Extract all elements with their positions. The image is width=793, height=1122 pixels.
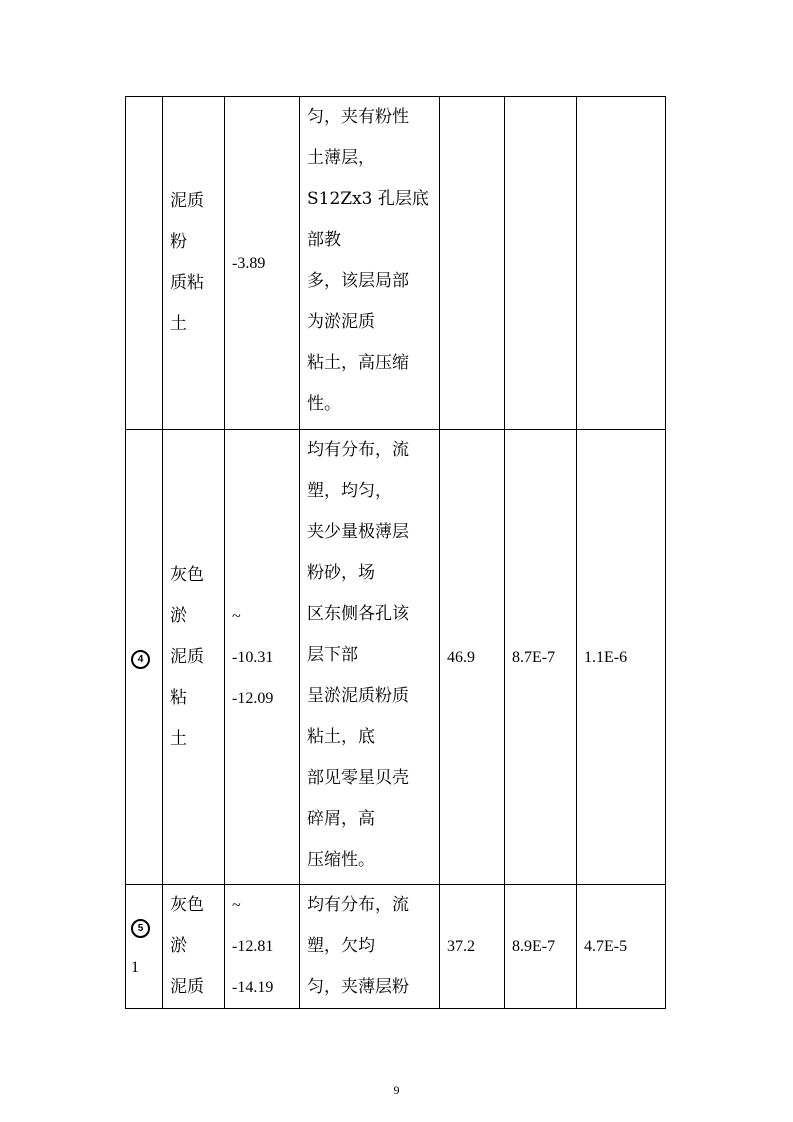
page-number: 9 [393,1083,400,1097]
soil-name-line: 泥质 [170,977,204,997]
description-line: 土薄层， [307,148,375,168]
description-line: 层下部 [307,645,358,665]
description-cell [300,430,440,885]
soil-name-line: 粘 [170,687,187,708]
description-line: S12Zx3 孔层底 [307,189,429,209]
soil-name-cell [163,97,225,430]
soil-name-line: 泥质 [170,646,204,667]
description-line: 匀，夹薄层粉 [307,977,409,997]
soil-name-line: 土 [170,314,187,334]
soil-name-cell [163,885,225,1009]
value-cell: 8.7E-7 [505,430,577,885]
value-cell: 8.9E-7 [505,885,577,1009]
soil-name-line: 质粘 [170,273,204,293]
value-cell: 46.9 [440,430,505,885]
soil-layer-table [125,96,666,1009]
description-line: 塑，欠均 [307,936,375,956]
layer-sub-number: 1 [131,958,139,976]
soil-name-line: 土 [170,728,187,749]
description-line: 均有分布，流 [307,895,409,915]
description-line: 部教 [307,230,341,250]
description-line: 粘土，高压缩 [307,353,409,373]
description-line: 匀，夹有粉性 [307,107,409,127]
depth-cell [225,430,300,885]
value-cell [505,97,577,430]
soil-name-line: 淤 [170,936,187,956]
layer-number-cell [126,885,163,1009]
depth-line: -12.81 [232,938,274,955]
circled-layer-number: 5 [131,919,150,938]
depth-line: -14.19 [232,979,274,996]
description-line: 为淤泥质 [307,312,375,332]
circled-layer-number: 4 [131,650,150,669]
soil-name-line: 灰色 [170,895,204,915]
table-row [126,430,666,885]
value-cell [440,97,505,430]
description-cell [300,885,440,1009]
soil-name-line: 淤 [170,605,187,626]
depth-cell [225,885,300,1009]
description-line: 多，该层局部 [307,271,409,291]
soil-name-line: 粉 [170,232,187,252]
layer-number-cell [126,97,163,430]
value-cell: 4.7E-5 [577,885,666,1009]
description-line: 部见零星贝壳 [307,768,409,788]
description-line: 夹少量极薄层 [307,522,409,542]
value-cell: 1.1E-6 [577,430,666,885]
soil-name-cell [163,430,225,885]
depth-line: ~ [232,897,241,914]
description-line: 粘土，底 [307,727,375,747]
description-line: 区东侧各孔该 [307,604,409,624]
table-row [126,885,666,1009]
soil-name-line: 泥质 [170,191,204,211]
depth-line: -3.89 [232,254,266,272]
description-line: 塑，均匀， [307,481,392,501]
description-line: 碎屑，高 [307,809,375,829]
depth-line: -10.31 [232,648,274,666]
description-line: 呈淤泥质粉质 [307,686,409,706]
layer-number-cell [126,430,163,885]
description-line: 压缩性。 [307,850,375,870]
depth-line: -12.09 [232,689,274,707]
description-line: 粉砂，场 [307,563,375,583]
description-line: 均有分布，流 [307,440,409,460]
soil-name-line: 灰色 [170,564,204,585]
value-cell: 37.2 [440,885,505,1009]
value-cell [577,97,666,430]
depth-line: ~ [232,607,241,625]
description-cell [300,97,440,430]
depth-cell [225,97,300,430]
description-line: 性。 [307,394,341,414]
table-row [126,97,666,430]
